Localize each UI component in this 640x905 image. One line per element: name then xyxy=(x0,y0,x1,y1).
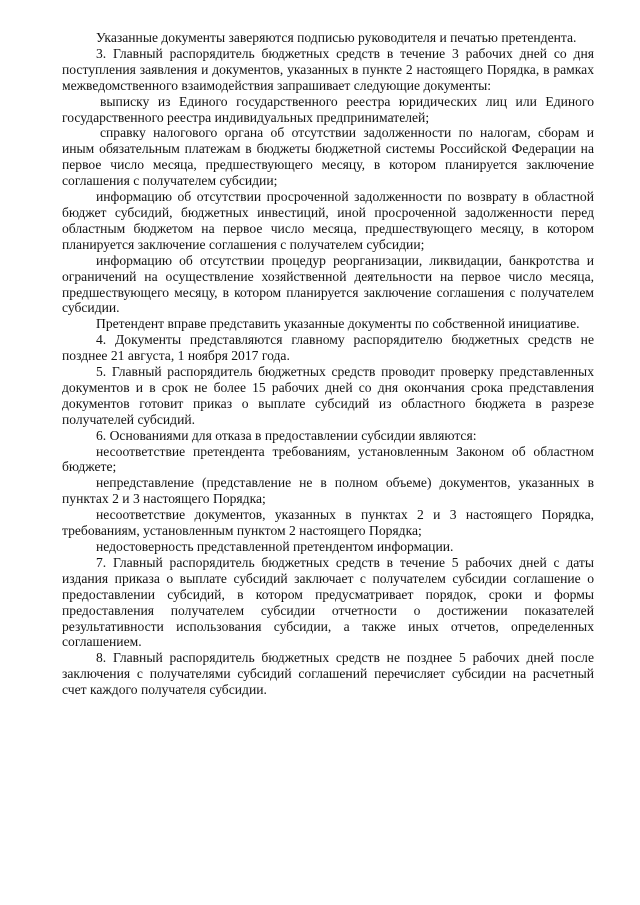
paragraph-item-7: 7. Главный распорядитель бюджетных средств в течение 5 рабочих дней с даты издания приказа о выплате субсидий заключает с получателем субсидии соглашение о предоставлении субсидий, в котором предусматривает порядок, сроки и формы предоставления получателем субсидии отчетности о достижении показателей результативности использования субсидии, а также иных отчетов, определенных соглашением. xyxy=(62,554,594,650)
paragraph-tax-certificate: справку налогового органа об отсутствии задолженности по налогам, сборам и иным обязательным платежам в бюджеты бюджетной системы Российской Федерации на первое число месяца, предшествующего месяцу, в котором планируется заключение соглашения с получателем субсидии; xyxy=(62,125,594,189)
paragraph-item-3: 3. Главный распорядитель бюджетных средств в течение 3 рабочих дней со дня поступления заявления и документов, указанных в пункте 2 настоящего Порядка, в рамках межведомственного взаимодействия запрашивает следующие документы: xyxy=(62,45,594,93)
document-page xyxy=(62,30,594,698)
paragraph-certification: Указанные документы заверяются подписью руководителя и печатью претендента. xyxy=(96,30,577,45)
paragraph-refusal-unreliable: недостоверность представленной претендентом информации. xyxy=(96,539,454,554)
paragraph-refusal-nonconformity: несоответствие претендента требованиям, установленным Законом об областном бюджете; xyxy=(62,443,594,475)
paragraph-reorganization-info: информацию об отсутствии процедур реорганизации, ликвидации, банкротства и ограничений на осуществление хозяйственной деятельности на первое число месяца, предшествующего месяцу, в котором планируется заключение соглашения с получателем субсидии. xyxy=(62,252,594,316)
paragraph-overdue-debt-info: информацию об отсутствии просроченной задолженности по возврату в областной бюджет субсидий, бюджетных инвестиций, иной просроченной задолженности перед областным бюджетом на первое число месяца, предшествующего месяцу, в котором планируется заключение соглашения с получателем субсидии; xyxy=(62,189,594,252)
paragraph-item-6: 6. Основаниями для отказа в предоставлении субсидии являются: xyxy=(96,427,477,443)
paragraph-own-initiative: Претендент вправе представить указанные документы по собственной инициативе. xyxy=(96,316,580,332)
paragraph-refusal-documents: несоответствие документов, указанных в пунктах 2 и 3 настоящего Порядка, требованиям, установленным пунктом 2 настоящего Порядка; xyxy=(62,507,594,539)
paragraph-item-8: 8. Главный распорядитель бюджетных средств не позднее 5 рабочих дней после заключения с получателями субсидий соглашений перечисляет субсидии на расчетный счет каждого получателя субсидии. xyxy=(62,650,594,698)
paragraph-registry-extract: выписку из Единого государственного реестра юридических лиц или Единого государственного реестра индивидуальных предпринимателей; xyxy=(62,93,594,125)
paragraph-item-4: 4. Документы представляются главному распорядителю бюджетных средств не позднее 21 августа, 1 ноября 2017 года. xyxy=(62,332,594,364)
paragraph-item-5: 5. Главный распорядитель бюджетных средств проводит проверку представленных документов и в срок не более 15 рабочих дней со дня окончания срока представления документов готовит приказ о выплате субсидий из областного бюджета в разрезе получателей субсидий. xyxy=(62,364,594,427)
paragraph-refusal-nonsubmission: непредставление (представление не в полном объеме) документов, указанных в пунктах 2 и 3 настоящего Порядка; xyxy=(62,475,594,507)
